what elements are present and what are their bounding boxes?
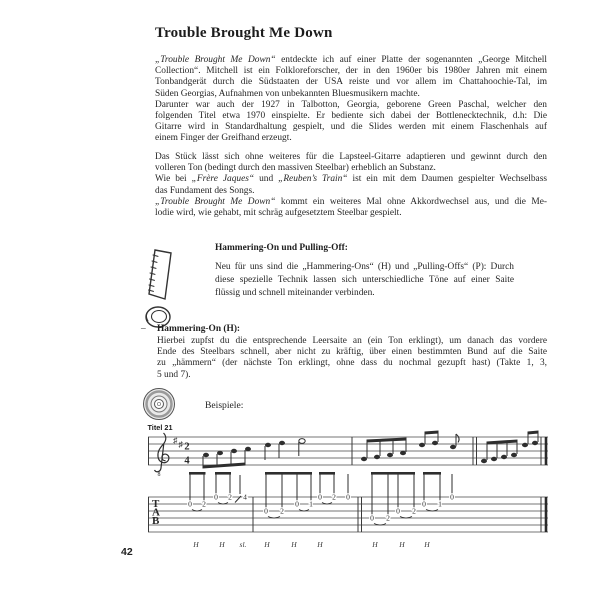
tab-staff	[148, 472, 548, 549]
text-line: Das Stück lässt sich ohne weiteres für die Lapsteel-Gitarre adaptieren und gewinnt durch den	[155, 152, 547, 162]
text-line: zu „hämmern“ (der nächste Ton erklingt, ohne dass du nochmal gezupft hast) (Takte 1, 3,	[157, 358, 547, 369]
notation-staff	[148, 431, 548, 479]
key-signature-sharp-1: ♯	[173, 435, 178, 445]
svg-text:8: 8	[157, 472, 161, 478]
svg-text:0: 0	[422, 499, 426, 509]
text-line: flüssig und schnell miteinander verbinden.	[215, 288, 375, 298]
text-line: Neu für uns sind die „Hammering-Ons“ (H) und „Pulling-Offs“ (P): Durch	[215, 262, 514, 272]
svg-text:1: 1	[309, 499, 313, 509]
treble-clef-icon	[155, 433, 169, 478]
bullet-body	[157, 336, 547, 381]
text-line: Hierbei zupfst du die entsprechende Leersaite an (ein Ton erklingt), um danach das vordere	[157, 336, 547, 346]
svg-text:0: 0	[396, 506, 400, 516]
technique-marks	[192, 540, 430, 549]
svg-text:H: H	[264, 540, 270, 549]
music-example	[148, 430, 550, 554]
text-line: „Trouble Brought Me Down“ kommt ein weiteres Mal ohne Akkordwechsel aus, und die Me-	[155, 196, 547, 207]
svg-text:2: 2	[332, 492, 336, 502]
text-line: das Fundament des Songs.	[155, 185, 255, 196]
paragraph-adaptation	[155, 152, 547, 219]
svg-text:2: 2	[412, 506, 416, 516]
infobox-heading: Hammering-On und Pulling-Off:	[215, 243, 348, 253]
tab-slur-arcs	[192, 503, 438, 526]
notation-notes-measure-1	[203, 439, 306, 469]
tab-letter-b: B	[152, 515, 160, 527]
notation-notes-measure-2	[361, 431, 459, 462]
svg-text:H: H	[317, 540, 323, 549]
text-line: folgenden Titel etwa 1970 einspielte. Er bediente sich dabei der Bottlenecktechnik, d.h: Die	[155, 110, 547, 121]
svg-text:1: 1	[438, 499, 442, 509]
svg-text:H: H	[193, 540, 199, 549]
text-line: volleren Ton (bedingt durch den massiven Steelbar) erheblich an Substanz.	[155, 163, 436, 174]
svg-text:0: 0	[214, 492, 218, 502]
svg-text:2: 2	[202, 499, 206, 509]
svg-text:0: 0	[295, 499, 299, 509]
svg-text:2: 2	[280, 506, 284, 516]
svg-text:sl.: sl.	[239, 540, 247, 549]
svg-text:2: 2	[228, 492, 232, 502]
svg-text:H: H	[291, 540, 297, 549]
svg-text:H: H	[219, 540, 225, 549]
text-line: Süden Georgias, Aufnahmen von unbekannten Bluesmusikern machte.	[155, 88, 420, 99]
text-line: Gitarre wird in Standardhaltung gespielt, und die Slides werden mit einem Flaschenhals auf	[155, 122, 547, 133]
tab-letter-a: A	[152, 506, 160, 519]
tab-numbers-measure-1	[188, 493, 247, 509]
svg-text:H: H	[424, 540, 430, 549]
text-line: Ende des Steelbars schnell, aber nicht zu kräftig, über einen bestimmten Bund auf die Saite	[157, 347, 547, 358]
svg-text:0: 0	[264, 506, 268, 516]
svg-text:0: 0	[450, 492, 454, 502]
svg-text:H: H	[399, 540, 405, 549]
text-line: „Trouble Brought Me Down“ entdeckte ich auf einer Platte der sogenannten „George Mitchell	[155, 55, 547, 65]
cd-icon	[142, 387, 178, 423]
text-line: 5 und 7).	[157, 369, 191, 380]
svg-text:0: 0	[370, 513, 374, 523]
text-line: Wie bei „Frère Jaques“ und „Reuben’s Train“ ist ein mit dem Daumen gespielter Wechselbass	[155, 174, 547, 185]
text-line: einem Finger der Greifhand erzeugt.	[155, 133, 292, 144]
infobox-body	[215, 261, 514, 300]
svg-text:0: 0	[318, 492, 322, 502]
cd-track-label: Titel 21	[147, 423, 173, 432]
svg-text:H: H	[372, 540, 378, 549]
svg-text:0: 0	[346, 492, 350, 502]
text-line: lodie wird, wie gehabt, mit schräg aufgesetztem Steelbar gespielt.	[155, 207, 402, 218]
bullet-dash: –	[141, 324, 146, 334]
time-signature-top: 2	[184, 441, 190, 453]
svg-text:0: 0	[188, 499, 192, 509]
bullet-heading: Hammering-On (H):	[157, 324, 241, 334]
text-line: Tonbandgerät durch die Südstaaten der USA reiste und vor allem im Chattahoochie-Tal, im	[155, 77, 547, 88]
text-line: diese spezielle Technik lassen sich unterschiedliche Töne auf einer Saite	[215, 275, 514, 285]
svg-text:4: 4	[243, 492, 247, 502]
page-number: 42	[121, 546, 133, 558]
time-signature-bottom: 4	[184, 455, 190, 467]
text-line: Darunter war auch der 1927 in Talbotton, Georgia, geborene Green Paschal, welcher den	[155, 99, 547, 110]
key-signature-sharp-2: ♯	[178, 439, 183, 449]
tab-letter-t: T	[152, 498, 160, 510]
page-title: Trouble Brought Me Down	[155, 25, 333, 41]
text-line: Collection“. Mitchell ist ein Folkloreforscher, der in den 1960er bis 1980er Jahren mit einem	[155, 66, 547, 77]
notation-and-tab	[148, 430, 550, 554]
paragraph-intro	[155, 55, 547, 145]
examples-caption: Beispiele:	[205, 400, 244, 411]
svg-text:2: 2	[386, 513, 390, 523]
